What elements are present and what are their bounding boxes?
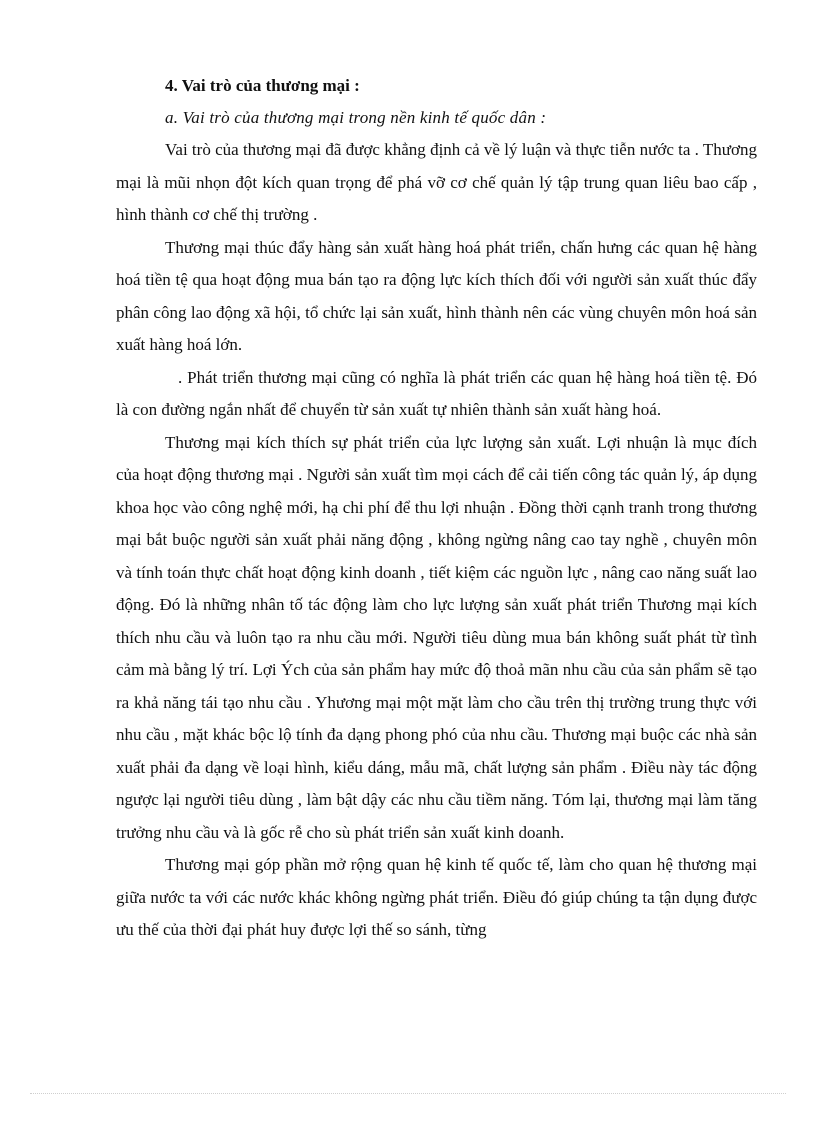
page-bottom-divider (30, 1093, 786, 1094)
paragraph: . Phát triển thương mại cũng có nghĩa là phát triển các quan hệ hàng hoá tiền tệ. Đó là con đường ngắn nhất để chuyển từ sản xuất tự nhiên thành sản xuất hàng hoá. (116, 367, 757, 419)
subsection-heading: a. Vai trò của thương mại trong nền kinh tế quốc dân : (165, 108, 547, 127)
document-body (116, 70, 757, 947)
paragraph: Thương mại góp phần mở rộng quan hệ kinh tế quốc tế, làm cho quan hệ thương mại giữa nước ta với các nước khác không ngừng phát triển. Điều đó giúp chúng ta tận dụng được ưu thế của thời đại phát huy được lợi thế so sánh, từng (116, 855, 757, 939)
section-heading: 4. Vai trò của thương mại : (165, 76, 360, 95)
paragraph: Thương mại thúc đẩy hàng sản xuất hàng hoá phát triển, chấn hưng các quan hệ hàng hoá tiền tệ qua hoạt động mua bán tạo ra động lực kích thích đối với người sản xuất thúc đẩy phân công lao động xã hội, tổ chức lại sản xuất, hình thành nên các vùng chuyên môn hoá sản xuất hàng hoá lớn. (116, 237, 757, 354)
paragraph: Vai trò của thương mại đã được khẳng định cả về lý luận và thực tiễn nước ta . Thương mại là mũi nhọn đột kích quan trọng để phá vỡ cơ chế quản lý tập trung quan liêu bao cấp , hình thành cơ chế thị trường . (116, 140, 757, 224)
paragraph: Thương mại kích thích sự phát triển của lực lượng sản xuất. Lợi nhuận là mục đích của hoạt động thương mại . Người sản xuất tìm mọi cách để cải tiến công tác quản lý, áp dụng khoa học vào công nghệ mới, hạ chi phí để thu lợi nhuận . Đồng thời cạnh tranh trong thương mại bắt buộc người sản xuất phải năng động , không ngừng nâng cao tay nghề , chuyên môn và tính toán thực chất hoạt động kinh doanh , tiết kiệm các nguồn lực , nâng cao năng suất lao động. Đó là những nhân tố tác động làm cho lực lượng sản xuất phát triển Thương mại kích thích nhu cầu và luôn tạo ra nhu cầu mới. Người tiêu dùng mua bán không suất phát từ tình cảm mà bằng lý trí. Lợi Ých của sản phẩm hay mức độ thoả mãn nhu cầu của sản phẩm sẽ tạo ra khả năng tái tạo nhu cầu . Yhương mại một mặt làm cho cầu trên thị trường trung thực với nhu cầu , mặt khác bộc lộ tính đa dạng phong phó của nhu cầu. Thương mại buộc các nhà sản xuất phải đa dạng về loại hình, kiểu dáng, mẫu mã, chất lượng sản phẩm . Điều này tác động ngược lại người tiêu dùng , làm bật dậy các nhu cầu tiềm năng. Tóm lại, thương mại làm tăng trưởng nhu cầu và là gốc rễ cho sù phát triển sản xuất kinh doanh. (116, 432, 757, 842)
